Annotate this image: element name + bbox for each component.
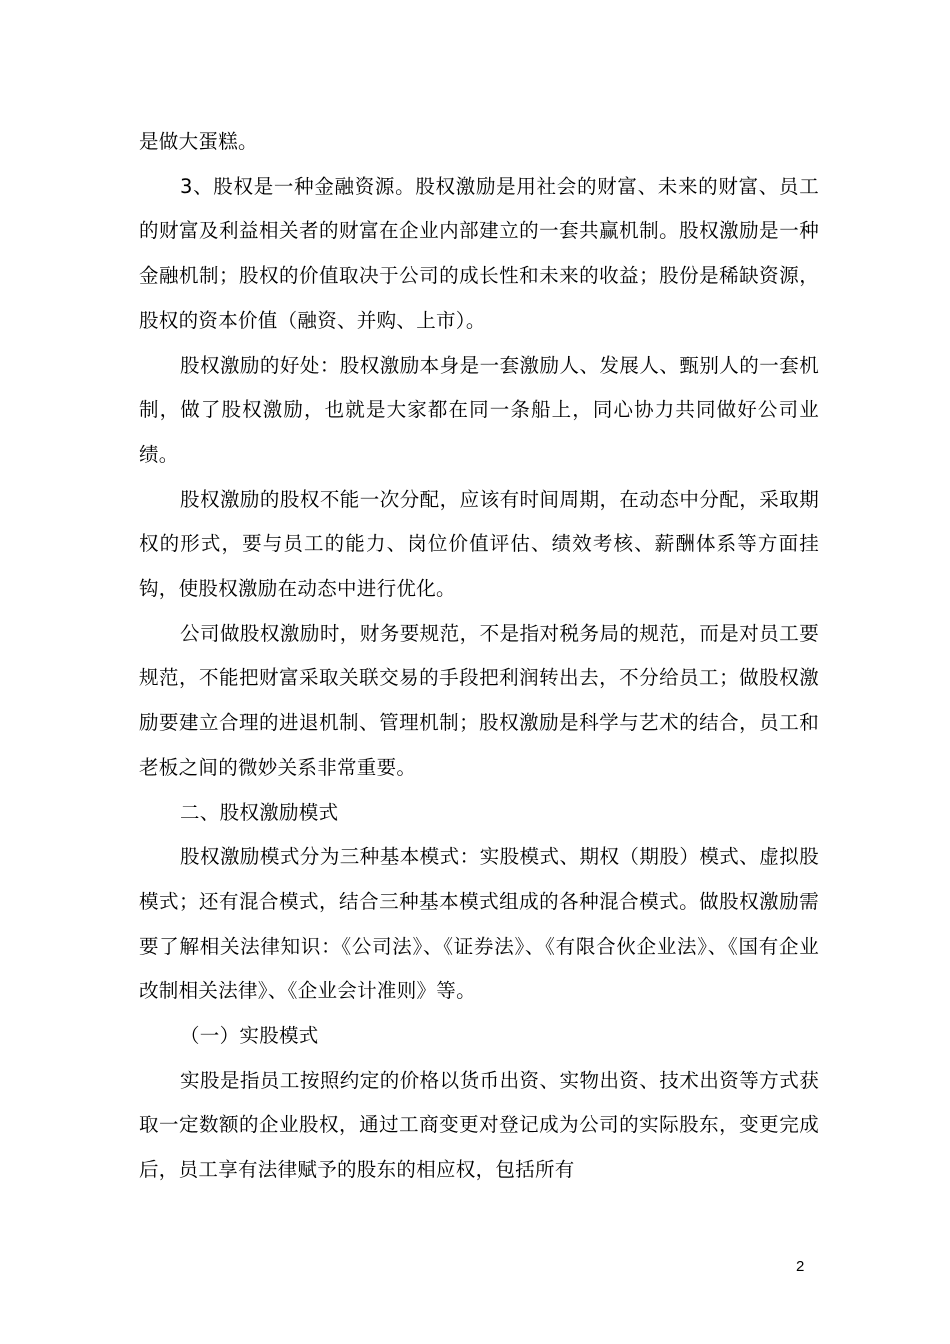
paragraph: 实股是指员工按照约定的价格以货币出资、实物出资、技术出资等方式获取一定数额的企业股权，通过工商变更对登记成为公司的实际股东，变更完成后，员工享有法律赋予的股东的相应权，包括所有 — [139, 1068, 819, 1182]
paragraph: 3、股权是一种金融资源。股权激励是用社会的财富、未来的财富、员工的财富及利益相关者的财富在企业内部建立的一套共赢机制。股权激励是一种金融机制；股权的价值取决于公司的成长性和未来的收益；股份是稀缺资源，股权的资本价值（融资、并购、上市）。 — [139, 174, 819, 332]
section-heading: 二、股权激励模式 — [180, 800, 339, 824]
paragraph: 股权激励模式分为三种基本模式：实股模式、期权（期股）模式、虚拟股模式；还有混合模式，结合三种基本模式组成的各种混合模式。做股权激励需要了解相关法律知识：《公司法》、《证券法》、《有限合伙企业法》、《国有企业改制相关法律》、《企业会计准则》等。 — [139, 845, 819, 1003]
paragraph: 公司做股权激励时，财务要规范，不是指对税务局的规范，而是对员工要规范，不能把财富采取关联交易的手段把利润转出去，不分给员工；做股权激励要建立合理的进退机制、管理机制；股权激励是科学与艺术的结合，员工和老板之间的微妙关系非常重要。 — [139, 621, 819, 779]
paragraph: 股权激励的好处：股权激励本身是一套激励人、发展人、甄别人的一套机制，做了股权激励，也就是大家都在同一条船上，同心协力共同做好公司业绩。 — [139, 353, 819, 466]
paragraph: 是做大蛋糕。 — [139, 130, 258, 153]
paragraph: 股权激励的股权不能一次分配，应该有时间周期，在动态中分配，采取期权的形式，要与员工的能力、岗位价值评估、绩效考核、薪酬体系等方面挂钩，使股权激励在动态中进行优化。 — [139, 487, 819, 601]
document-body — [139, 120, 819, 1193]
page-number: 2 — [796, 1258, 805, 1275]
subsection-heading: （一）实股模式 — [180, 1024, 319, 1048]
